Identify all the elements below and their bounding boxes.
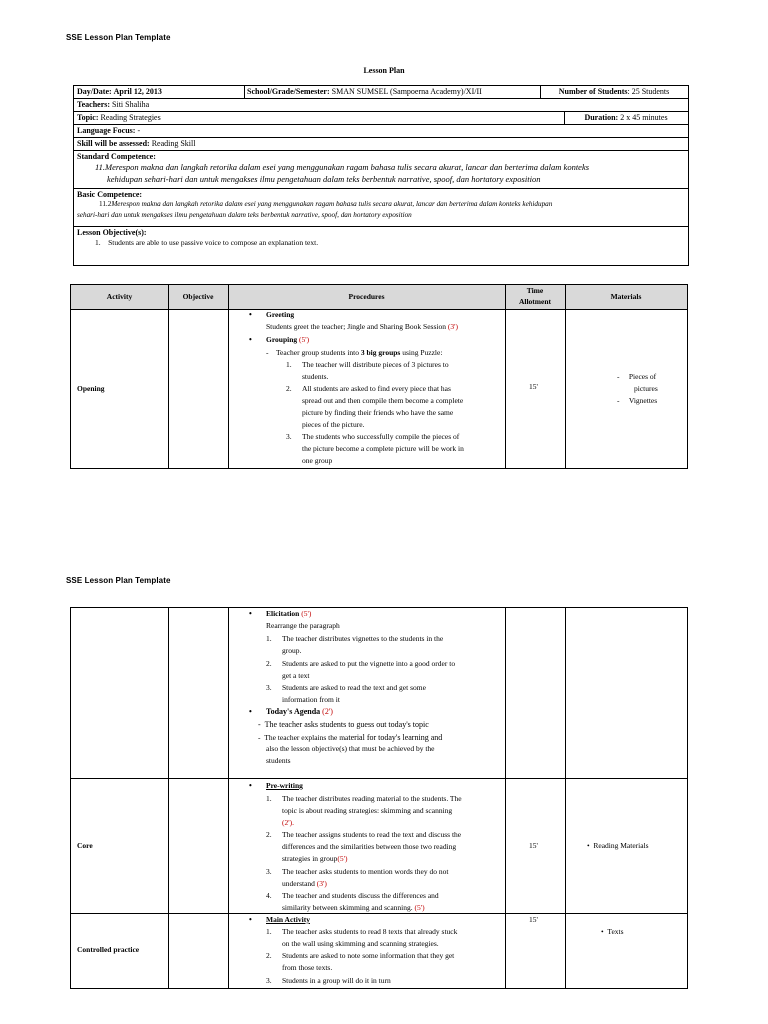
basic-competence-cell: Basic Competence: 11.2Merespon makna dan langkah retorika dalam esei yang menggunakan ragam bahasa tulis secara akurat, lancar dan berterima dalam konteks kehidupan sehari-hari dan untuk mengakses ilmu pengetahuan dalam teks berbentuk narrative, spoof, dan hortatory exposition [77,190,553,219]
language-cell: Language Focus: - [77,126,141,135]
lesson-objective-cell: Lesson Objective(s): 1. Students are able to use passive voice to compose an explanation text. [77,228,319,247]
opening-step-2-l4: pieces of the picture. [302,420,365,429]
core-step-4-l2: similarity between skimming and scanning. (5') [282,903,425,912]
opening-step-2: 2. [286,384,292,393]
opening-step-2-l3: picture by finding their friends who have the same [302,408,454,417]
template-header: SSE Lesson Plan Template [66,33,171,42]
topic-cell: Topic: Reading Strategies [77,113,161,122]
header-activity: Activity [106,292,133,301]
core-step-2-l3: strategies in group(5') [282,854,348,863]
greeting-title: • Greeting [266,309,294,321]
elicitation-step-3-l2: information from it [282,695,340,704]
header-procedures: Procedures [348,292,385,301]
opening-step-2-l1: All students are asked to find every piece that has [302,384,451,393]
info-row-basic [74,189,688,227]
opening-step-3-l1: The students who successfully compile the pieces of [302,432,460,441]
opening-step-3-l2: the picture become a complete picture will be work in [302,444,464,453]
header-time: Time Allotment [518,286,552,306]
core-step-1-time: (2'). [282,818,294,827]
standard-competence-cell: Standard Competence: 11.Merespon makna dan langkah retorika dalam esei yang menggunakan ragam bahasa tulis secara akurat, lancar dan berterima dalam konteks kehidupan sehari-hari dan untuk mengakses ilmu pengetahuan dalam teks berbentuk narrative, spoof, dan hortatory exposition [77,152,590,184]
template-header-page-2: SSE Lesson Plan Template [66,576,171,585]
controlled-step-1-n: 1. [266,927,272,936]
skill-cell: Skill will be assessed: Reading Skill [77,139,196,148]
opening-step-3: 3. [286,432,292,441]
core-time: 15' [529,841,538,850]
core-step-3-l2: understand (3') [282,879,327,888]
controlled-material: • Texts [601,927,624,936]
controlled-step-1-l1: The teacher asks students to read 8 texts that already stuck [282,927,458,936]
activity-opening: Opening [77,384,105,393]
grouping-intro: - Teacher group students into 3 big groups using Puzzle: [266,348,443,357]
opening-step-1: 1. [286,360,292,369]
controlled-time: 15' [529,915,538,924]
info-row-teachers [74,99,688,112]
core-step-2-l2: differences and the similarities between those two reading [282,842,457,851]
header-objective: Objective [182,292,214,301]
school-cell: School/Grade/Semester: SMAN SUMSEL (Sampoerna Academy)/XI/II [247,87,482,96]
opening-time: 15' [529,382,538,391]
students-cell: Number of Students: 25 Students [558,87,670,96]
core-step-1-n: 1. [266,794,272,803]
lesson-info-table [73,85,689,266]
elicitation-step-1-n: 1. [266,634,272,643]
core-step-1-l1: The teacher distributes reading material to the students. The [282,794,462,803]
info-row-standard [74,151,688,189]
activity-controlled-practice: Controlled practice [77,945,140,954]
core-step-2-n: 2. [266,830,272,839]
controlled-step-2-l2: from those texts. [282,963,333,972]
core-step-2-l1: The teacher assigns students to read the text and discuss the [282,830,462,839]
main-activity-title: • Main Activity [266,914,310,926]
core-material: • Reading Materials [587,841,649,850]
opening-step-1-l2: students. [302,372,329,381]
core-step-3-l1: The teacher asks students to mention words they do not [282,867,449,876]
agenda-title: • Today's Agenda (2') [266,706,333,718]
opening-step-3-l3: one group [302,456,333,465]
elicitation-step-1-l1: The teacher distributes vignettes to the students in the [282,634,444,643]
controlled-step-2-n: 2. [266,951,272,960]
prewriting-title: • Pre-writing [266,780,303,792]
agenda-item-1: - The teacher asks students to guess out today's topic [258,720,429,729]
info-row-date [74,86,688,99]
opening-material-1b: pictures [634,384,658,393]
grouping-title: • Grouping (5') [266,334,309,346]
core-step-4-n: 4. [266,891,272,900]
controlled-step-1-l2: on the wall using skimming and scanning strategies. [282,939,439,948]
opening-material-2: - Vignettes [617,396,658,405]
teachers-cell: Teachers: Siti Shaliha [77,100,150,109]
controlled-step-3-l1: Students in a group will do it in turn [282,976,391,985]
procedures-table-opening [70,284,688,469]
page-title: Lesson Plan [363,66,405,75]
opening-step-1-l1: The teacher will distribute pieces of 3 pictures to [302,360,449,369]
agenda-item-2c: also the lesson objective(s) that must be achieved by the [266,744,435,753]
core-step-1-l2: topic is about reading strategies: skimming and scanning [282,806,453,815]
core-step-3-n: 3. [266,867,272,876]
info-row-language [74,125,688,138]
controlled-step-3-n: 3. [266,976,272,985]
agenda-item-2: - The teacher explains the material for today's learning and [258,733,443,742]
elicitation-step-2-l1: Students are asked to put the vignette into a good order to [282,659,456,668]
day-date-cell: Day/Date: April 12, 2013 [77,87,162,96]
elicitation-step-3-n: 3. [266,683,272,692]
elicitation-title: • Elicitation (5') [266,608,311,620]
opening-material-1: - Pieces of [617,372,657,381]
elicitation-step-2-n: 2. [266,659,272,668]
info-row-objective [74,227,688,265]
elicitation-step-3-l1: Students are asked to read the text and get some [282,683,426,692]
activity-core: Core [77,841,93,850]
greeting-desc: Students greet the teacher; Jingle and Sharing Book Session (3') [266,322,458,331]
info-row-skill [74,138,688,151]
agenda-item-2d: students [266,756,291,765]
duration-cell: Duration: 2 x 45 minutes [584,113,668,122]
elicitation-step-1-l2: group. [282,646,302,655]
header-materials: Materials [610,292,642,301]
core-step-4-l1: The teacher and students discuss the differences and [282,891,439,900]
elicitation-step-2-l2: get a text [282,671,310,680]
info-row-topic [74,112,688,125]
opening-step-2-l2: spread out and then compile them become a complete [302,396,464,405]
procedures-table-continued [70,607,688,989]
controlled-step-2-l1: Students are asked to note some information that they get [282,951,455,960]
elicitation-sub: Rearrange the paragraph [266,621,340,630]
